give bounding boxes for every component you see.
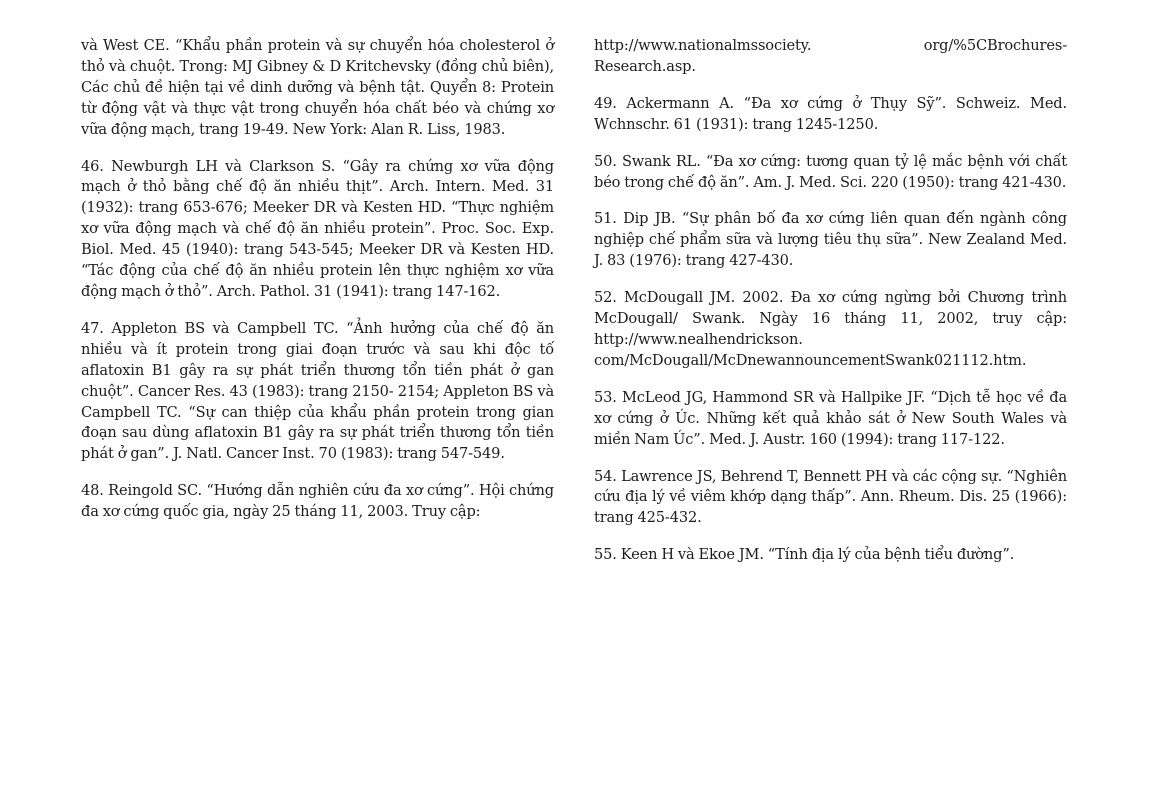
reference-48-url-line-1: http://www.nationalmssociety. org/%5CBrochures- <box>594 37 1067 54</box>
reference-47: 47. Appleton BS và Campbell TC. “Ảnh hưởng của chế độ ăn nhiều và ít protein trong giai đoạn trước và sau khi độc tố aflatoxin B1 gây ra sự phát triển thương tổn tiền phát ở gan chuột”. Cancer Res. 43 (1983): trang 2150- 2154; Appleton BS và Campbell TC. “Sự can thiệp của khẩu phần protein trong gian đoạn sau dùng aflatoxin B1 gây ra sự phát triển thương tổn tiền phát ở gan”. J. Natl. Cancer Inst. 70 (1983): trang 547-549. <box>81 319 554 463</box>
reference-55: 55. Keen H và Ekoe JM. “Tính địa lý của bệnh tiểu đường”. <box>594 546 1015 564</box>
reference-46: 46. Newburgh LH và Clarkson S. “Gây ra chứng xơ vữa động mạch ở thỏ bằng chế độ ăn nhiều thịt”. Arch. Intern. Med. 31 (1932): trang 653-676; Meeker DR và Kesten HD. “Thực nghiệm xơ vữa động mạch và chế độ ăn nhiều protein”. Proc. Soc. Exp. Biol. Med. 45 (1940): trang 543-545; Meeker DR và Kesten HD. “Tác động của chế độ ăn nhiều protein lên thực nghiệm xơ vữa động mạch ở thỏ”. Arch. Pathol. 31 (1941): trang 147-162. <box>81 157 554 300</box>
reference-52 <box>594 288 1067 372</box>
reference-49: 49. Ackermann A. “Đa xơ cứng ở Thụy Sỹ”. Schweiz. Med. Wchnschr. 61 (1931): trang 1245-1250. <box>594 94 1067 133</box>
reference-53: 53. McLeod JG, Hammond SR và Hallpike JF. “Dịch tễ học về đa xơ cứng ở Úc. Những kết quả khảo sát ở New South Wales và miền Nam Úc”. Med. J. Austr. 160 (1994): trang 117-122. <box>594 388 1067 448</box>
reference-51: 51. Dip JB. “Sự phân bố đa xơ cứng liên quan đến ngành công nghiệp chế phẩm sữa và lượng tiêu thụ sữa”. New Zealand Med. J. 83 (1976): trang 427-430. <box>594 210 1067 270</box>
reference-48-url-line-2: Research.asp. <box>594 57 696 75</box>
reference-45-continued: và West CE. “Khẩu phần protein và sự chuyển hóa cholesterol ở thỏ và chuột. Trong: MJ Gibney & D Kritchevsky (đồng chủ biên), Các chủ đề hiện tại về dinh dưỡng và bệnh tật. Quyển 8: Protein từ động vật và thực vật trong chuyển hóa chất béo và chứng xơ vữa động mạch, trang 19-49. New York: Alan R. Liss, 1983. <box>81 37 554 138</box>
reference-54: 54. Lawrence JS, Behrend T, Bennett PH và các cộng sự. “Nghiên cứu địa lý về viêm khớp dạng thấp”. Ann. Rheum. Dis. 25 (1966): trang 425-432. <box>594 467 1067 527</box>
reference-52-text: 52. McDougall JM. 2002. Đa xơ cứng ngừng bởi Chương trình McDougall/ Swank. Ngày 16 tháng 11, 2002, truy cập: http://www.nealhendrickson. <box>594 289 1067 348</box>
left-column <box>81 36 554 523</box>
reference-48: 48. Reingold SC. “Hướng dẫn nghiên cứu đa xơ cứng”. Hội chứng đa xơ cứng quốc gia, ngày 25 tháng 11, 2003. Truy cập: <box>81 482 554 521</box>
right-column <box>594 36 1067 566</box>
reference-52-url-tail: com/McDougall/McDnewannouncementSwank021112.htm. <box>594 351 1027 369</box>
reference-50: 50. Swank RL. “Đa xơ cứng: tương quan tỷ lệ mắc bệnh với chất béo trong chế độ ăn”. Am. J. Med. Sci. 220 (1950): trang 421-430. <box>594 152 1067 191</box>
reference-48-url <box>594 36 1067 78</box>
